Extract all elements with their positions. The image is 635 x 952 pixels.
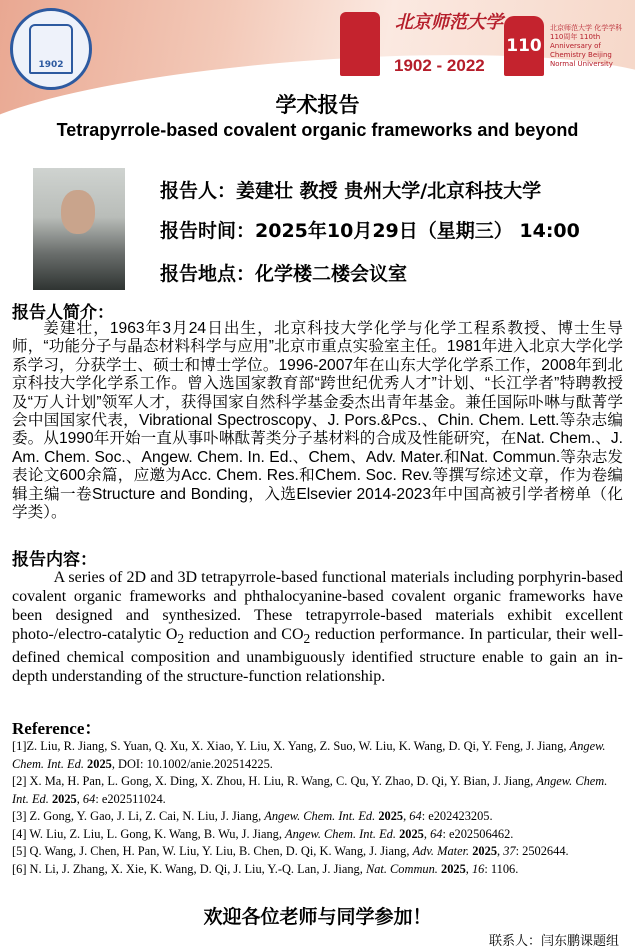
anniversary-text: 北京师范大学 化学学科110周年 110th Anniversary of Chemistry Beijing Normal University [550,24,623,68]
abstract-text: A series of 2D and 3D tetrapyrrole-based functional materials including porphyrin-based covalent organic frameworks and phthalocyanine-based covalent organic frameworks have been designed and synthesized. These tetrapyrrole-based materials exhibit excellent photo-/electro-catalytic $O_2$ reduction and $CO_2$ reduction performance. In particular, their well-defined chemical composition and unambiguously identified structure enable to gain an in-depth understanding of the structure-function relationship. [12,569,624,686]
reference-item: [6] N. Li, J. Zhang, X. Xie, K. Wang, D. Qi, J. Liu, Y.-Q. Lan, J. Jiang, Nat. Commun. 2025, 16: 1106. [12,861,519,876]
reference-item: [2] X. Ma, H. Pan, L. Gong, X. Ding, X. Zhou, H. Liu, R. Wang, C. Qu, Y. Zhao, D. Qi, Y. Bian, J. Jiang, Angew. Chem. Int. Ed. 2025, 64: e202511024. [12,774,608,806]
anniversary-years: 1902 - 2022 [394,56,485,75]
reference-list [12,738,624,878]
place-info: 报告地点：化学楼二楼会议室 [160,263,408,285]
anniversary-110-logo: 110 [504,16,544,76]
abstract-heading: 报告内容： [12,550,97,570]
contact-info: 联系人：闫东鹏课题组 [488,934,619,949]
speaker-photo [33,168,125,290]
reference-item: [1]Z. Liu, R. Jiang, S. Yuan, Q. Xu, X. Xiao, Y. Liu, X. Yang, Z. Suo, W. Liu, K. Wang, D. Qi, Y. Feng, J. Jiang, Angew. Chem. Int. Ed. 2025, DOI: 10.1002/anie.202514225. [12,739,606,771]
reference-item: [5] Q. Wang, J. Chen, H. Pan, W. Liu, Y. Liu, B. Chen, D. Qi, K. Wang, J. Jiang, Adv. Mater. 2025, 37: 2502644. [12,844,569,858]
university-name: 北京师范大学 [395,12,503,33]
time-info: 报告时间：2025年10月29日（星期三） 14:00 [160,220,580,242]
reference-item: [4] W. Liu, Z. Liu, L. Gong, K. Wang, B. Wu, J. Jiang, Angew. Chem. Int. Ed. 2025, 64: e202506462. [12,826,514,841]
welcome-message: 欢迎各位老师与同学参加！ [203,906,432,928]
page-title: 学术报告 [230,88,405,122]
speaker-info: 报告人：姜建壮 教授 贵州大学/北京科技大学 [160,180,542,202]
bell-icon: 1902 [29,24,73,74]
bnu-seal-logo [10,8,92,90]
bio-heading: 报告人简介： [12,303,114,323]
reference-heading: Reference： [12,719,102,738]
reference-item: [3] Z. Gong, Y. Gao, J. Li, Z. Cai, N. Liu, J. Jiang, Angew. Chem. Int. Ed. 2025, 64: e202423205. [12,809,493,823]
bnu-emblem-logo [340,12,380,76]
talk-title: Tetrapyrrole-based covalent organic frameworks and beyond [56,120,579,140]
bio-text: 姜建壮，1963年3月24日出生，北京科技大学化学与化学工程系教授、博士生导师，“功能分子与晶态材料科学与应用”北京市重点实验室主任。1981年进入北京大学化学系学习，分获学士、硕士和博士学位。1996-2007年在山东大学化学系工作，2008年到北京科技大学化学系工作。曾入选国家教育部“跨世纪优秀人才”计划、“长江学者”特聘教授及“万人计划”领军人才，获得国家自然科学基金委杰出青年基金。兼任国际卟啉与酞菁学会中国国家代表，Vibrational Spectroscopy、J. Pors.&Pcs.、Chin. Chem. Lett.等杂志编委。从1990年开始一直从事卟啉酞菁类分子基材料的合成及性能研究，在Nat. Chem.、J. Am. Chem. Soc.、Angew. Chem. In. Ed.、Chem、Adv. Mater.和Nat. Commun.等杂志发表论文600余篇，应邀为Acc. Chem. Res.和Chem. Soc. Rev.等撰写综述文章，作为卷编辑主编一卷Structure and Bonding，入选Elsevier 2014-2023年中国高被引学者榜单（化学类）。 [12,320,623,522]
